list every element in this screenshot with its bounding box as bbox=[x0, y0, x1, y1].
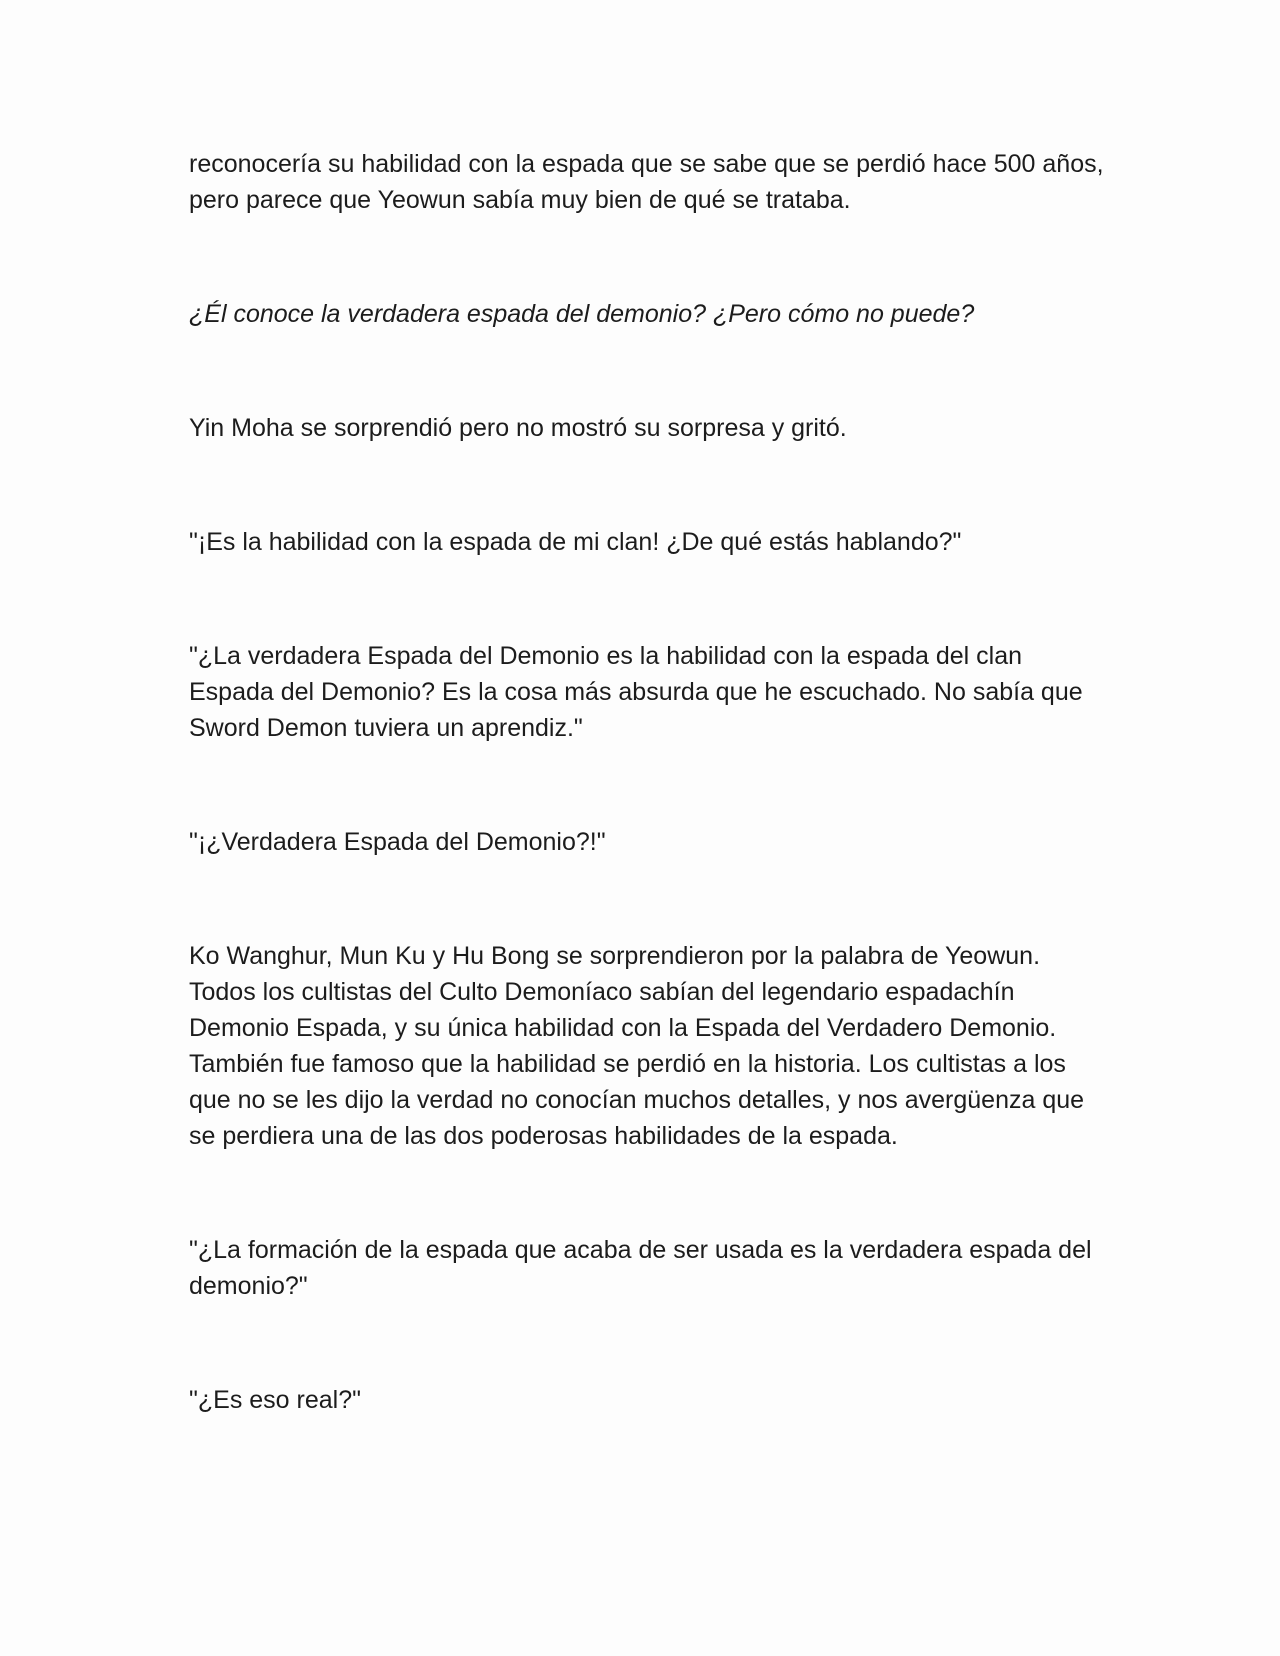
dialogue-paragraph: "¡Es la habilidad con la espada de mi clan! ¿De qué estás hablando?" bbox=[189, 528, 962, 556]
paragraph: Yin Moha se sorprendió pero no mostró su sorpresa y gritó. bbox=[189, 414, 847, 442]
paragraph: Ko Wanghur, Mun Ku y Hu Bong se sorprendieron por la palabra de Yeowun. Todos los cultistas del Culto Demoníaco sabían del legendario espadachín Demonio Espada, y su única habilidad con la Espada del Verdadero Demonio. También fue famoso que la habilidad se perdió en la historia. Los cultistas a los que no se les dijo la verdad no conocían muchos detalles, y nos avergüenza que se perdiera una de las dos poderosas habilidades de la espada. bbox=[189, 942, 1085, 1150]
dialogue-paragraph: "¿Es eso real?" bbox=[189, 1386, 361, 1414]
dialogue-paragraph: "¡¿Verdadera Espada del Demonio?!" bbox=[189, 828, 606, 856]
document-body bbox=[189, 146, 1109, 1496]
italic-thought-paragraph: ¿Él conoce la verdadera espada del demonio? ¿Pero cómo no puede? bbox=[189, 300, 975, 328]
dialogue-paragraph: "¿La verdadera Espada del Demonio es la habilidad con la espada del clan Espada del Demonio? Es la cosa más absurda que he escuchado. No sabía que Sword Demon tuviera un aprendiz." bbox=[189, 642, 1083, 742]
dialogue-paragraph: "¿La formación de la espada que acaba de ser usada es la verdadera espada del demonio?" bbox=[189, 1236, 1092, 1300]
paragraph: reconocería su habilidad con la espada que se sabe que se perdió hace 500 años, pero parece que Yeowun sabía muy bien de qué se trataba. bbox=[189, 150, 1104, 214]
